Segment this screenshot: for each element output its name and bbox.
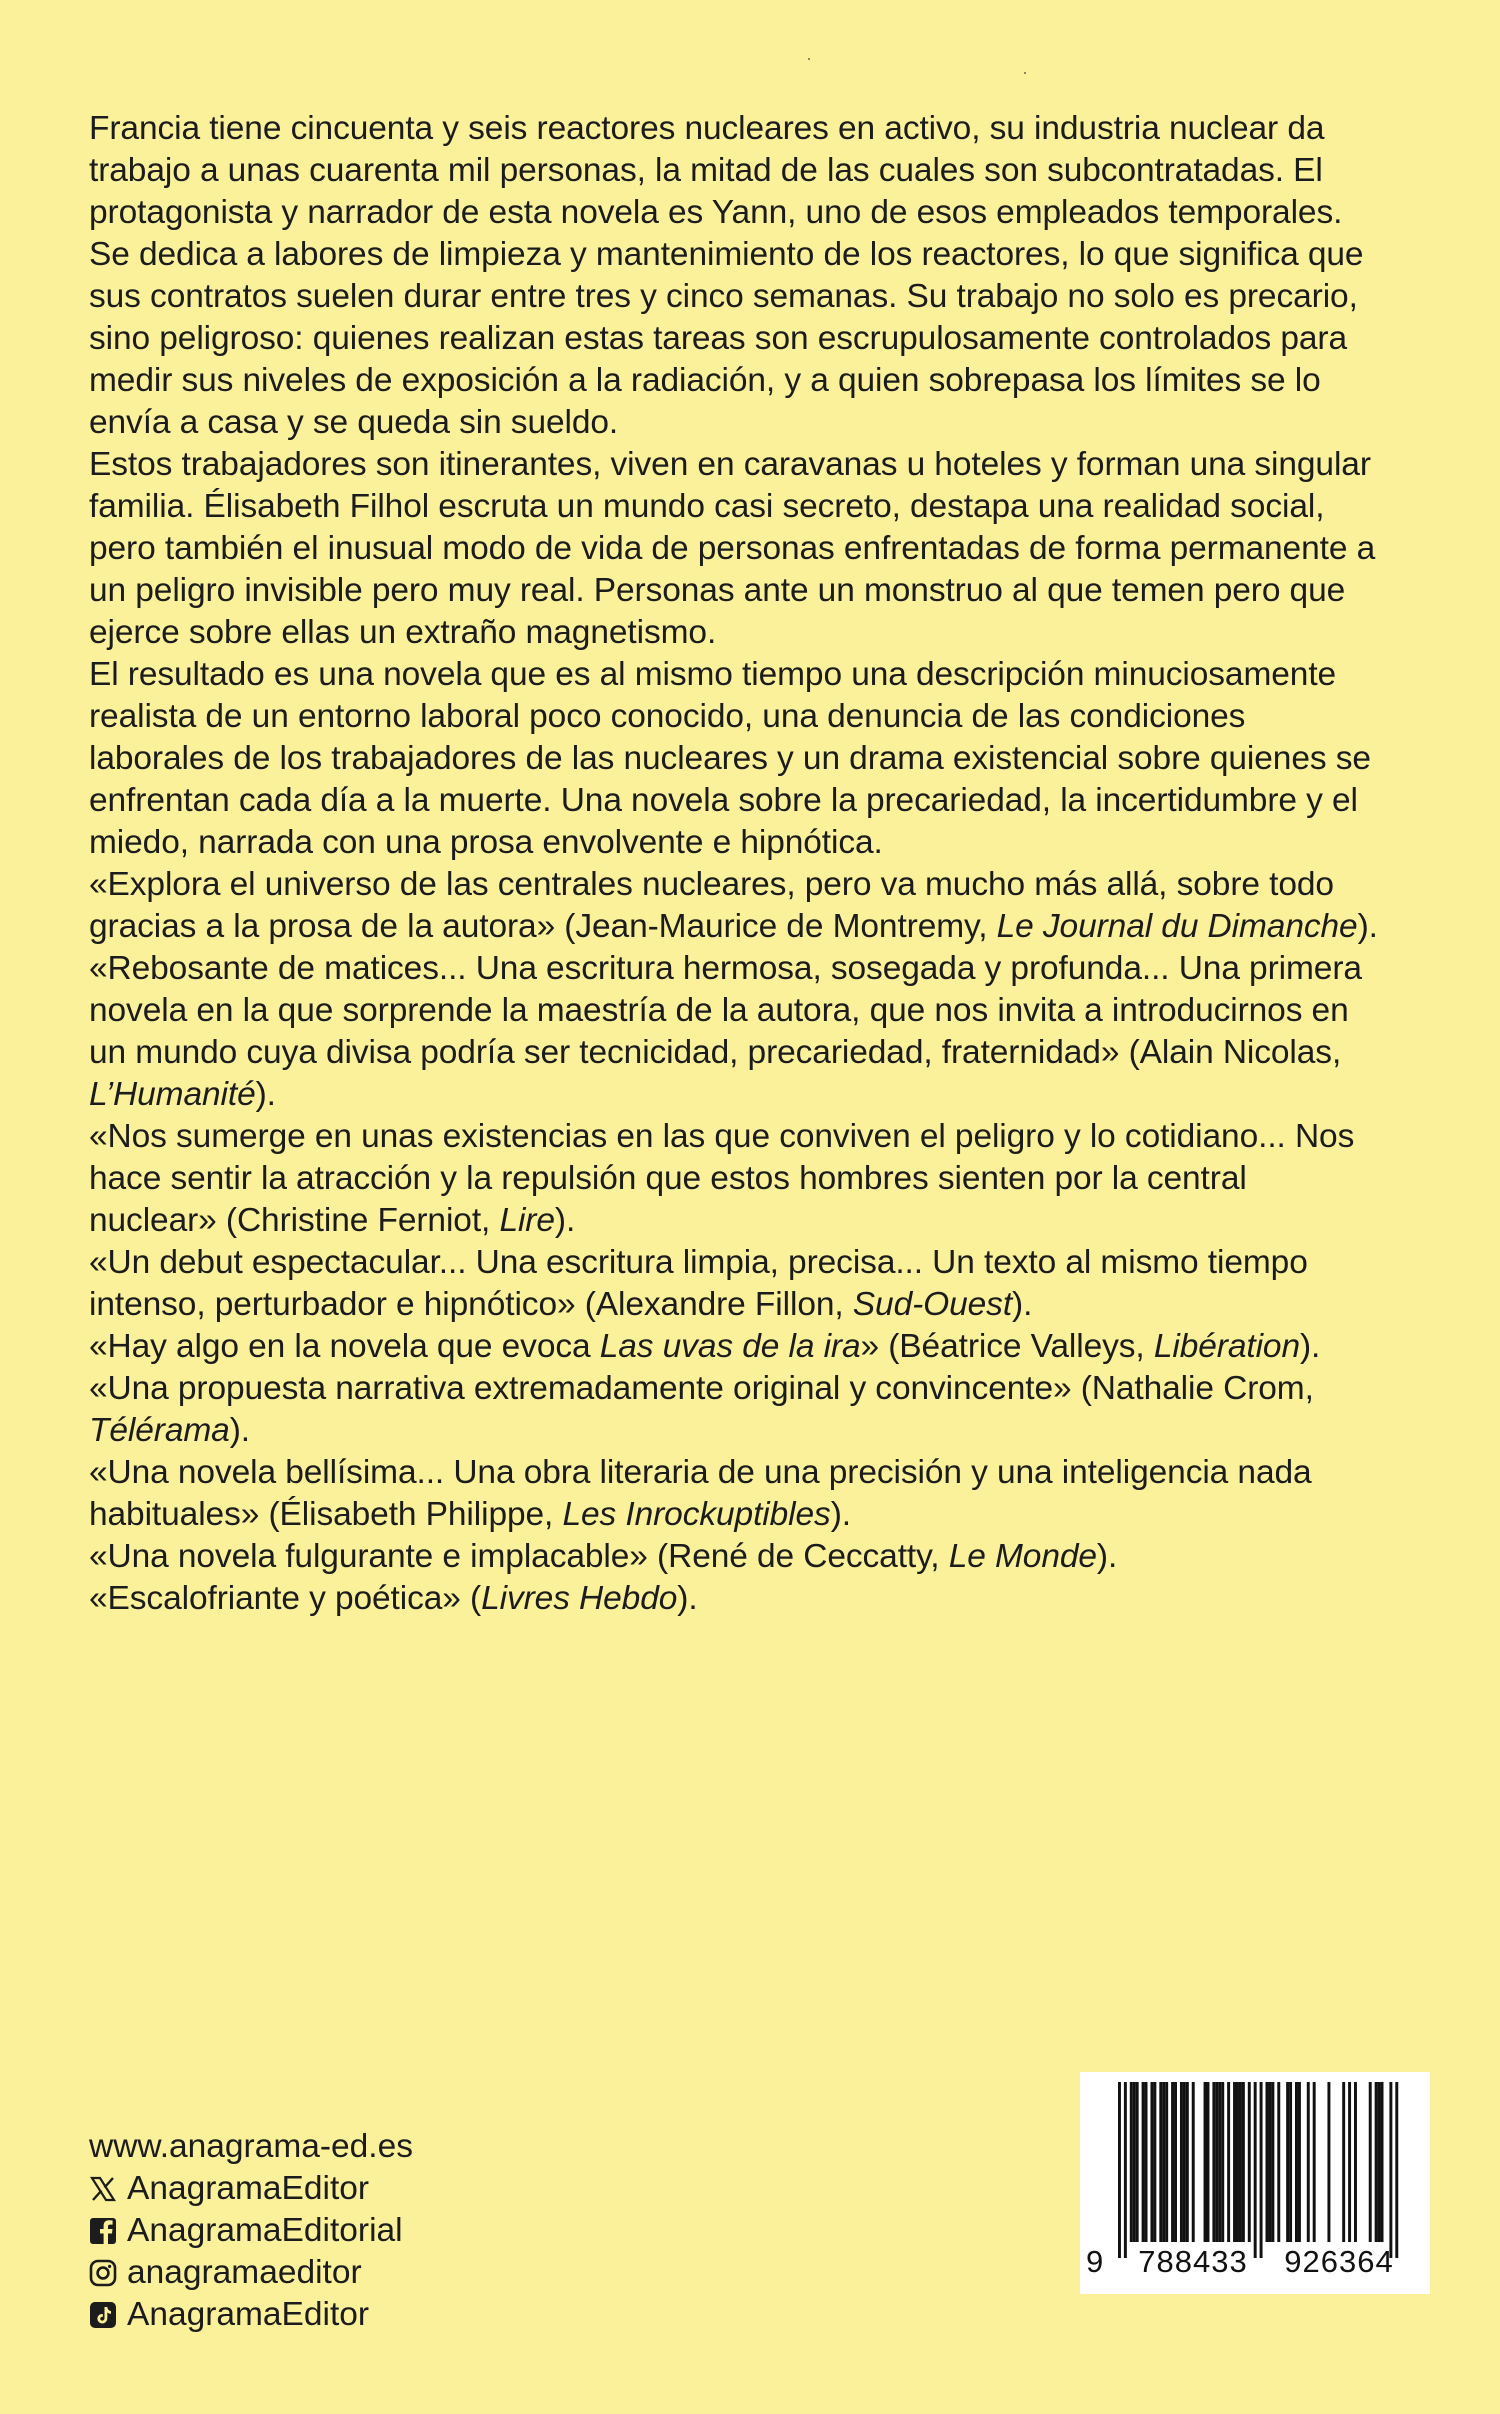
barcode-bar xyxy=(1174,2082,1177,2242)
barcode-bar xyxy=(1186,2082,1189,2242)
blurb-paragraph xyxy=(89,1116,1379,1242)
blurb-run: Francia tiene cincuenta y seis reactores nucleares en activo, su industria nuclear da trabajo a unas cuarenta mil personas, la mitad de las cuales son subcontratadas. El protagonista y narrador de esta novela es Yann, uno de esos empleados temporales. Se dedica a labores de limpieza y mantenimiento de los reactores, lo que significa que sus contratos suelen durar entre tres y cinco semanas. Su trabajo no solo es precario, sino peligroso: quienes realizan estas tareas son escrupulosamente controlados para medir sus niveles de exposición a la radiación, y a quien sobrepasa los límites se lo envía a casa y se queda sin sueldo. xyxy=(89,110,1364,441)
blurb-run: «Escalofriante y poética» ( xyxy=(89,1580,482,1617)
blurb-run: «Rebosante de matices... Una escritura hermosa, sosegada y profunda... Una primera novela en la que sorprende la maestría de la autora, que nos invita a introducirnos en un mundo cuya divisa podría ser tecnicidad, precariedad, fraternidad» (Alain Nicolas, xyxy=(89,950,1362,1071)
barcode-bar xyxy=(1375,2082,1378,2242)
website-link[interactable] xyxy=(89,2126,649,2168)
barcode-bar xyxy=(1212,2082,1215,2242)
tiktok-link[interactable] xyxy=(89,2294,649,2336)
barcode-bar xyxy=(1118,2082,1121,2258)
blurb-run: «Una propuesta narrativa extremadamente original y convincente» (Nathalie Crom, xyxy=(89,1370,1314,1407)
barcode-bar xyxy=(1165,2082,1168,2242)
barcode-bar xyxy=(1192,2082,1195,2242)
barcode-bar xyxy=(1295,2082,1298,2242)
facebook-link[interactable] xyxy=(89,2210,649,2252)
barcode-bar xyxy=(1248,2082,1251,2242)
barcode-bar xyxy=(1215,2082,1218,2242)
barcode-bar xyxy=(1266,2082,1269,2242)
tiktok-icon xyxy=(89,2301,117,2329)
x-handle: AnagramaEditor xyxy=(127,2170,370,2207)
blurb-paragraph xyxy=(89,1578,1379,1620)
barcode-bar xyxy=(1130,2082,1133,2242)
isbn-group-right: 926364 xyxy=(1284,2244,1394,2279)
publication-title: Livres Hebdo xyxy=(481,1580,678,1617)
blurb-run: ). xyxy=(1096,1538,1118,1575)
blurb-run: «Explora el universo de las centrales nucleares, pero va mucho más allá, sobre todo gracias a la prosa de la autora» (Jean-Maurice de Montremy, xyxy=(89,866,1334,945)
publisher-contacts xyxy=(89,2126,649,2336)
blurb-run: «Hay algo en la novela que evoca xyxy=(89,1328,600,1365)
barcode-bar xyxy=(1298,2082,1301,2242)
barcode-bar xyxy=(1133,2082,1136,2242)
blurb-run: ). xyxy=(1012,1286,1033,1323)
blurb-run: ). xyxy=(1299,1328,1321,1365)
barcode-bar xyxy=(1171,2082,1174,2242)
barcode-bar xyxy=(1289,2082,1292,2242)
barcode-bar xyxy=(1153,2082,1156,2242)
blurb-paragraph xyxy=(89,108,1379,444)
blurb-paragraph xyxy=(89,1536,1379,1578)
barcode-bar xyxy=(1342,2082,1345,2242)
barcode-bar xyxy=(1307,2082,1310,2242)
barcode-bar xyxy=(1271,2082,1274,2242)
x-link[interactable] xyxy=(89,2168,649,2210)
barcode-bar xyxy=(1145,2082,1148,2242)
publication-title: Le Journal du Dimanche xyxy=(996,908,1358,945)
barcode-bar xyxy=(1286,2082,1289,2242)
publication-title: Las uvas de la ira xyxy=(599,1328,861,1365)
publication-title: Le Monde xyxy=(948,1538,1097,1575)
blurb-paragraph xyxy=(89,654,1379,864)
instagram-link[interactable] xyxy=(89,2252,649,2294)
blurb-run: ). xyxy=(255,1076,276,1113)
barcode-bar xyxy=(1348,2082,1351,2242)
instagram-handle: anagramaeditor xyxy=(127,2254,362,2291)
barcode-bar xyxy=(1260,2082,1263,2258)
barcode-bar xyxy=(1124,2082,1127,2258)
barcode-bar xyxy=(1150,2082,1153,2242)
barcode-bar xyxy=(1354,2082,1357,2242)
barcode-bar xyxy=(1242,2082,1245,2242)
barcode-bar xyxy=(1378,2082,1381,2242)
blurb-text xyxy=(89,108,1379,1620)
barcode-bar xyxy=(1395,2082,1398,2258)
isbn-group-left: 788433 xyxy=(1138,2244,1248,2279)
instagram-icon xyxy=(89,2259,117,2287)
barcode-bar xyxy=(1277,2082,1280,2242)
barcode-bar xyxy=(1233,2082,1236,2242)
barcode-bar xyxy=(1236,2082,1239,2242)
barcode-bar xyxy=(1254,2082,1257,2258)
tiktok-handle: AnagramaEditor xyxy=(127,2296,370,2333)
barcode-bar xyxy=(1159,2082,1162,2242)
barcode-bar xyxy=(1221,2082,1224,2242)
barcode-bar xyxy=(1369,2082,1372,2242)
barcode-bar xyxy=(1142,2082,1145,2242)
isbn-first-digit: 9 xyxy=(1086,2244,1105,2279)
blurb-run: ). xyxy=(229,1412,250,1449)
barcode-bar xyxy=(1162,2082,1165,2242)
blurb-paragraph xyxy=(89,444,1379,654)
blurb-paragraph xyxy=(89,864,1379,948)
blurb-run: ). xyxy=(1357,908,1378,945)
blurb-run: El resultado es una novela que es al mismo tiempo una descripción minuciosamente realista de un entorno laboral poco conocido, una denuncia de las condiciones laborales de los trabajadores de las nucleares y un drama existencial sobre quienes se enfrentan cada día a la muerte. Una novela sobre la precariedad, la incertidumbre y el miedo, narrada con una prosa envolvente e hipnótica. xyxy=(89,656,1371,861)
isbn-digits xyxy=(1086,2242,1430,2282)
blurb-run: » (Béatrice Valleys, xyxy=(860,1328,1154,1365)
blurb-run: ). xyxy=(830,1496,851,1533)
blurb-paragraph xyxy=(89,1368,1379,1452)
barcode-bar xyxy=(1381,2082,1384,2242)
publication-title: Sud-Ouest xyxy=(852,1286,1013,1323)
barcode-bar xyxy=(1136,2082,1139,2242)
barcode-bar xyxy=(1313,2082,1316,2242)
publication-title: Télérama xyxy=(89,1412,230,1449)
facebook-handle: AnagramaEditorial xyxy=(127,2212,403,2249)
blurb-run: Estos trabajadores son itinerantes, viven en caravanas u hoteles y forman una singular familia. Élisabeth Filhol escruta un mundo casi secreto, destapa una realidad social, pero también el inusual modo de vida de personas enfrentadas de forma permanente a un peligro invisible pero muy real. Personas ante un monstruo al que temen pero que ejerce sobre ellas un extraño magnetismo. xyxy=(89,446,1376,651)
website-url: www.anagrama-ed.es xyxy=(89,2128,413,2165)
blurb-run: «Una novela fulgurante e implacable» (René de Ceccatty, xyxy=(89,1538,949,1575)
barcode-bar xyxy=(1327,2082,1330,2242)
publication-title: Lire xyxy=(499,1202,555,1239)
blurb-paragraph xyxy=(89,1326,1379,1368)
barcode-bar xyxy=(1183,2082,1186,2242)
blurb-run: ). xyxy=(677,1580,698,1617)
barcode-bar xyxy=(1227,2082,1230,2242)
facebook-icon xyxy=(89,2217,117,2245)
barcode-bar xyxy=(1389,2082,1392,2258)
blurb-paragraph xyxy=(89,948,1379,1116)
barcode-bar xyxy=(1218,2082,1221,2242)
barcode-bar xyxy=(1207,2082,1210,2242)
blurb-run: ). xyxy=(554,1202,576,1239)
publication-title: Les Inrockuptibles xyxy=(562,1496,831,1533)
barcode-bar xyxy=(1180,2082,1183,2242)
publication-title: Libération xyxy=(1153,1328,1300,1365)
barcode-bar xyxy=(1268,2082,1271,2242)
blurb-run: «Un debut espectacular... Una escritura limpia, precisa... Un texto al mismo tiempo intenso, perturbador e hipnótico» (Alexandre Fillon, xyxy=(89,1244,1308,1323)
blurb-paragraph xyxy=(89,1242,1379,1326)
blurb-run: «Una novela bellísima... Una obra literaria de una precisión y una inteligencia nada habituales» (Élisabeth Philippe, xyxy=(89,1454,1312,1533)
publication-title: L’Humanité xyxy=(89,1076,256,1113)
isbn-barcode xyxy=(1080,2072,1430,2294)
barcode-bar xyxy=(1204,2082,1207,2242)
speck xyxy=(1024,72,1026,74)
blurb-paragraph xyxy=(89,1452,1379,1536)
x-icon xyxy=(89,2175,117,2203)
barcode-bar xyxy=(1239,2082,1242,2242)
blurb-run: «Nos sumerge en unas existencias en las que conviven el peligro y lo cotidiano... Nos hace sentir la atracción y la repulsión que estos hombres sienten por la central nuclear» (Christine Ferniot, xyxy=(89,1118,1355,1239)
speck xyxy=(808,58,810,60)
